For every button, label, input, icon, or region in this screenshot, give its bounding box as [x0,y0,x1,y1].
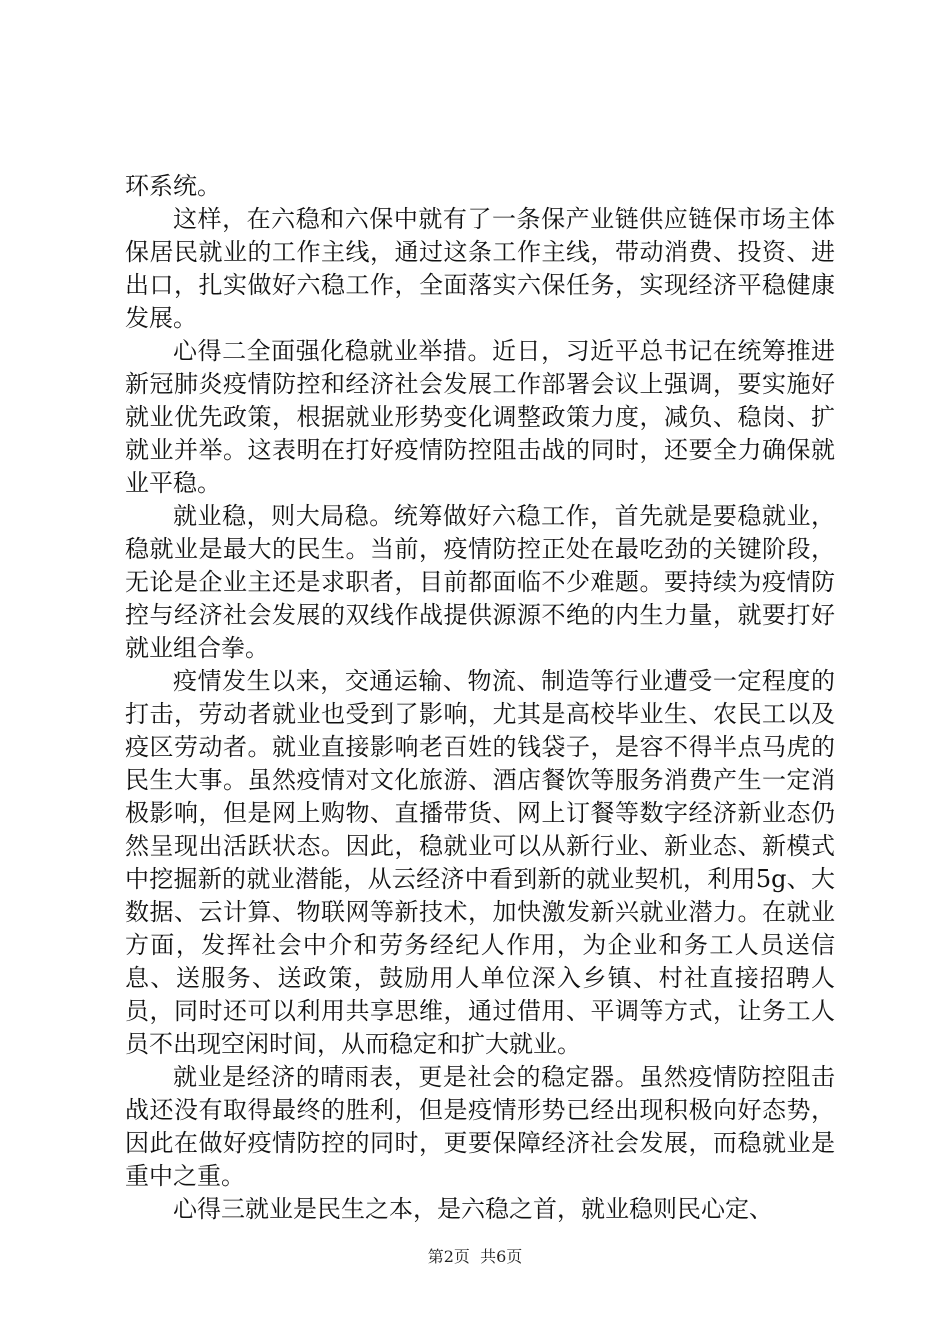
paragraph-4: 就业稳，则大局稳。统筹做好六稳工作，首先就是要稳就业，稳就业是最大的民生。当前，疫情防控正处在最吃劲的关键阶段，无论是企业主还是求职者，目前都面临不少难题。要持续为疫情防控与经济社会发展的双线作战提供源源不绝的内生力量，就要打好就业组合拳。 [125,502,835,662]
page-number-footer: 第2页 共6页 [427,1247,523,1266]
paragraph-1: 环系统。 [125,172,221,200]
document-body [125,170,835,1226]
paragraph-7: 心得三就业是民生之本，是六稳之首，就业稳则民心定、 [173,1195,773,1223]
paragraph-5: 疫情发生以来，交通运输、物流、制造等行业遭受一定程度的打击，劳动者就业也受到了影响，尤其是高校毕业生、农民工以及疫区劳动者。就业直接影响老百姓的钱袋子，是容不得半点马虎的民生大事。虽然疫情对文化旅游、酒店餐饮等服务消费产生一定消极影响，但是网上购物、直播带货、网上订餐等数字经济新业态仍然呈现出活跃状态。因此，稳就业可以从新行业、新业态、新模式中挖掘新的就业潜能，从云经济中看到新的就业契机，利用5g、大数据、云计算、物联网等新技术，加快激发新兴就业潜力。在就业方面，发挥社会中介和劳务经纪人作用，为企业和务工人员送信息、送服务、送政策，鼓励用人单位深入乡镇、村社直接招聘人员，同时还可以利用共享思维，通过借用、平调等方式，让务工人员不出现空闲时间，从而稳定和扩大就业。 [125,667,835,1058]
paragraph-6: 就业是经济的晴雨表，更是社会的稳定器。虽然疫情防控阻击战还没有取得最终的胜利，但是疫情形势已经出现积极向好态势，因此在做好疫情防控的同时，更要保障经济社会发展，而稳就业是重中之重。 [125,1063,835,1190]
paragraph-3: 心得二全面强化稳就业举措。近日，习近平总书记在统筹推进新冠肺炎疫情防控和经济社会发展工作部署会议上强调，要实施好就业优先政策，根据就业形势变化调整政策力度，减负、稳岗、扩就业并举。这表明在打好疫情防控阻击战的同时，还要全力确保就业平稳。 [125,337,835,497]
paragraph-2: 这样，在六稳和六保中就有了一条保产业链供应链保市场主体保居民就业的工作主线，通过这条工作主线，带动消费、投资、进出口，扎实做好六稳工作，全面落实六保任务，实现经济平稳健康发展。 [125,205,835,332]
